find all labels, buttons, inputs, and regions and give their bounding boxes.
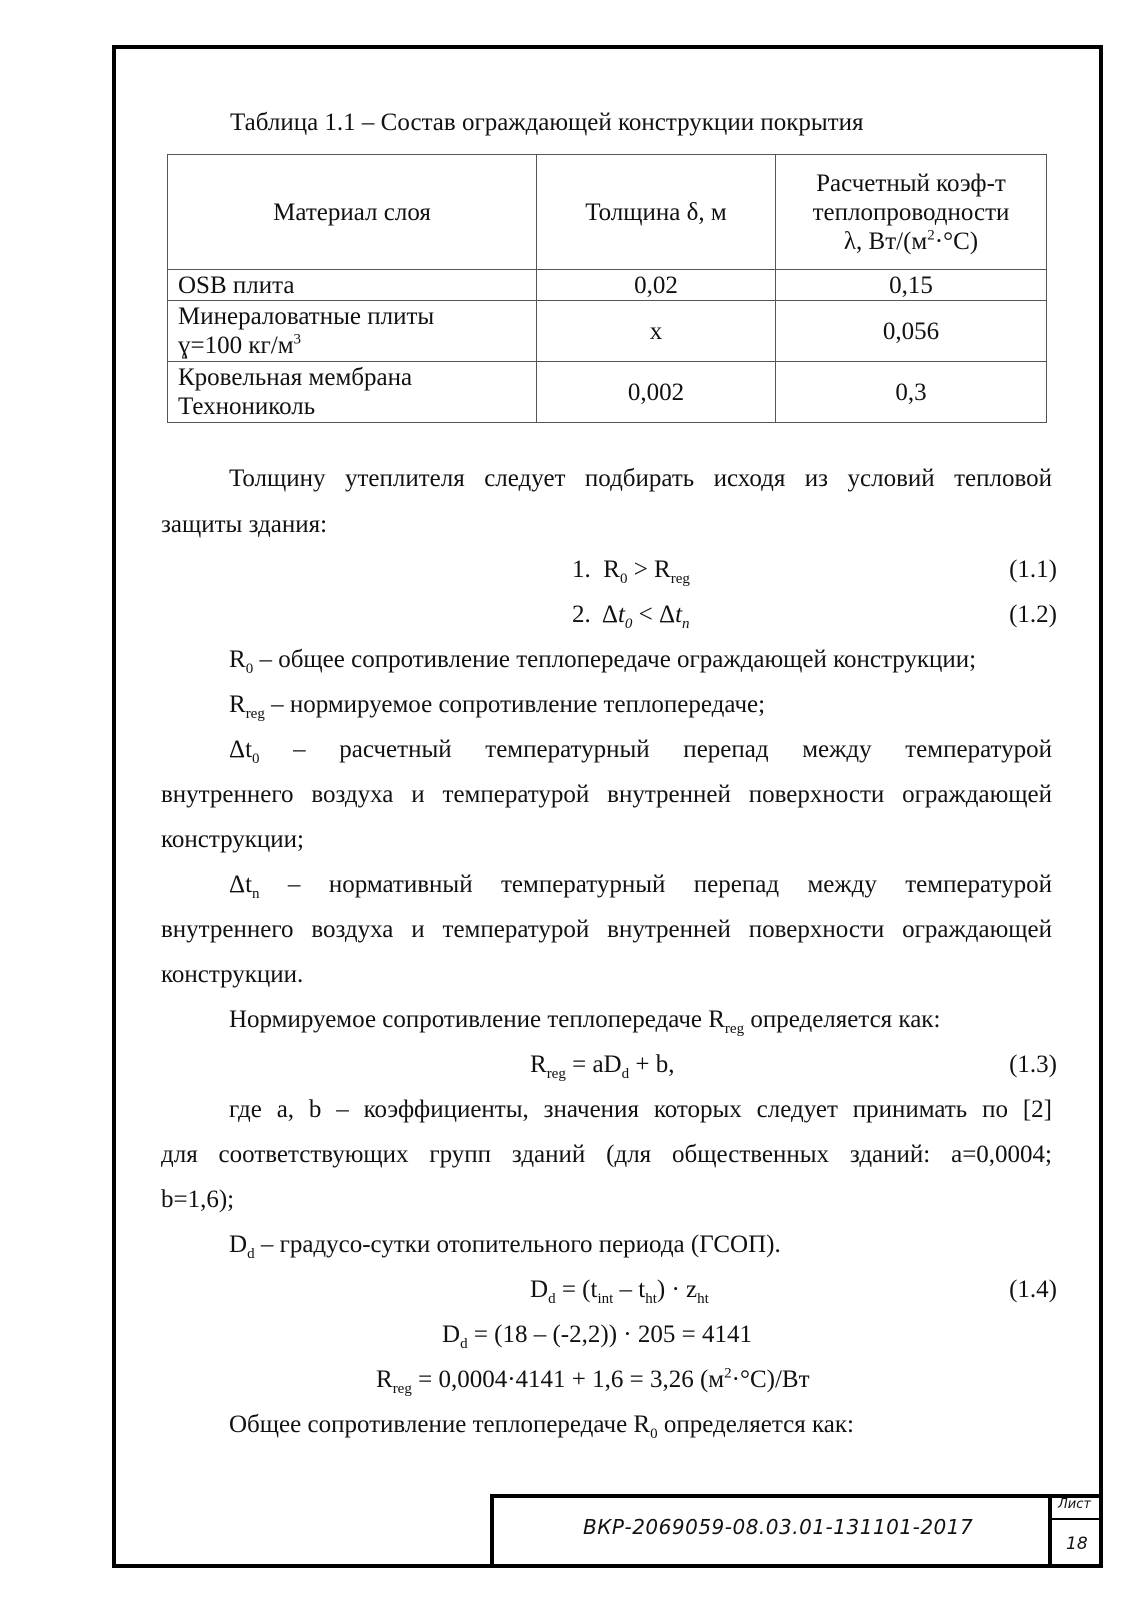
def-symbol: R (229, 691, 246, 718)
cell-thickness: х (537, 301, 776, 362)
paragraph-text: Нормируемое сопротивление теплопередаче R (229, 1006, 725, 1033)
def-symbol: D (229, 1231, 248, 1258)
cell-material-line1: Кровельная мембрана (178, 364, 413, 391)
eq-sub: ht (645, 1291, 657, 1307)
calculation-rreg (376, 1365, 810, 1395)
paragraph-text: для соответствующих групп зданий (для общественных зданий: a=0,0004; (161, 1141, 1052, 1168)
header-conductivity-line1: Расчетный коэф-т (816, 169, 1006, 197)
eq-sub: d (621, 1066, 630, 1082)
eq-op: = 0,0004·4141 + 1,6 = 3,26 (м (411, 1366, 725, 1393)
document-code: ВКР-2069059-08.03.01-131101-2017 (583, 1515, 974, 1539)
eq-sub: reg (670, 571, 690, 587)
paragraph-text: внутреннего воздуха и температурой внутренней поверхности ограждающей (161, 916, 1052, 943)
cell-material-line2: Технониколь (178, 393, 316, 420)
materials-table (167, 154, 1047, 423)
def-text: – общее сопротивление теплопередаче ограждающей конструкции; (253, 646, 977, 673)
def-sub: 0 (650, 1426, 658, 1442)
def-sub: reg (724, 1021, 745, 1037)
eq-op: = (t (555, 1276, 598, 1303)
def-sub: 0 (245, 661, 254, 677)
paragraph-text: внутреннего воздуха и температурой внутренней поверхности ограждающей (161, 781, 1052, 808)
paragraph-text: Толщину утеплителя следует подбирать исходя из условий тепловой (229, 465, 1052, 492)
def-symbol: Δt (229, 871, 253, 898)
equation-1-1 (572, 555, 690, 585)
eq-symbol: D (442, 1321, 461, 1348)
header-sup: 2 (927, 227, 935, 244)
cell-sup: 3 (293, 331, 302, 348)
definition-dtn (229, 870, 1052, 900)
def-text: – градусо-сутки отопительного периода (ГСОП). (254, 1231, 781, 1258)
def-sub: 0 (252, 751, 260, 767)
equation-number: (1.2) (1009, 601, 1057, 628)
def-text: – нормативный температурный перепад между температурой (259, 871, 1052, 898)
header-conductivity-line3: λ, Вт/(м (843, 227, 928, 255)
sheet-number: 18 (1066, 1534, 1088, 1554)
cell-material: OSB плита (168, 270, 537, 301)
table-row (168, 301, 1047, 362)
paragraph-text: Общее сопротивление теплопередаче R (229, 1411, 651, 1438)
cell-lambda: 0,3 (776, 362, 1047, 423)
table-caption: Таблица 1.1 – Состав ограждающей конструкции покрытия (230, 109, 864, 136)
eq-op: > R (627, 556, 671, 583)
paragraph-text: b=1,6); (161, 1186, 235, 1213)
equation-1-2 (572, 600, 690, 630)
paragraph-text: конструкции; (161, 826, 304, 853)
def-sub: reg (245, 706, 265, 722)
eq-sub: int (597, 1291, 614, 1307)
table-row (168, 270, 1047, 301)
def-sub: d (247, 1246, 255, 1262)
def-text: – нормируемое сопротивление теплопередаче; (264, 691, 766, 718)
equation-number: (1.1) (1009, 556, 1057, 583)
cell-material-line2: ɣ=100 кг/м (178, 332, 294, 359)
sheet-label: Лист (1058, 1497, 1091, 1512)
header-conductivity-line2: теплопроводности (812, 198, 1010, 226)
eq-sub: ht (697, 1291, 709, 1307)
eq-sub: 0 (624, 616, 633, 632)
eq-op: = aD (565, 1051, 622, 1078)
eq-sub: d (460, 1336, 468, 1352)
equation-number: (1.3) (1009, 1051, 1057, 1078)
def-text: – расчетный температурный перепад между температурой (259, 736, 1052, 763)
paragraph-text: определяется как: (657, 1411, 854, 1438)
definition-rreg (229, 690, 765, 720)
eq-symbol: t (675, 601, 683, 628)
eq-symbol: R (530, 1051, 547, 1078)
header-thickness: Толщина δ, м (537, 155, 776, 270)
def-symbol: R (229, 646, 246, 673)
paragraph-r0 (229, 1410, 854, 1440)
definition-dd (229, 1230, 781, 1260)
eq-op: = (18 – (-2,2)) · 205 = 4141 (467, 1321, 752, 1348)
table-header-row (168, 155, 1047, 270)
title-block-divider (1048, 1494, 1052, 1568)
cell-material (168, 362, 537, 423)
cell-lambda: 0,15 (776, 270, 1047, 301)
eq-sub: n (682, 616, 690, 632)
equation-1-3 (530, 1050, 674, 1080)
cell-lambda: 0,056 (776, 301, 1047, 362)
eq-op: ·°С)/Вт (731, 1366, 810, 1393)
paragraph-rreg (229, 1005, 940, 1035)
calculation-dd (442, 1320, 752, 1350)
paragraph-text: защиты здания: (161, 511, 328, 538)
eq-symbol: R (603, 556, 620, 583)
paragraph-text: где a, b – коэффициенты, значения которых следует принимать по [2] (229, 1096, 1052, 1123)
def-sub: n (252, 886, 260, 902)
cell-material (168, 301, 537, 362)
eq-sub: reg (392, 1381, 412, 1397)
eq-symbol: t (617, 601, 625, 628)
eq-op: + b, (629, 1051, 675, 1078)
cell-material-line1: Минераловатные плиты (178, 303, 435, 330)
eq-sub: 0 (619, 571, 628, 587)
header-material: Материал слоя (168, 155, 537, 270)
eq-sup: 2 (724, 1365, 732, 1382)
eq-symbol: R (376, 1366, 393, 1393)
def-symbol: Δt (229, 736, 253, 763)
equation-number: (1.4) (1009, 1276, 1057, 1303)
header-conductivity (776, 155, 1047, 270)
eq-symbol: D (530, 1276, 549, 1303)
cell-thickness: 0,002 (537, 362, 776, 423)
paragraph-text: определяется как: (744, 1006, 941, 1033)
cell-thickness: 0,02 (537, 270, 776, 301)
eq-op: < Δ (632, 601, 676, 628)
table-row (168, 362, 1047, 423)
paragraph-text: конструкции. (161, 961, 304, 988)
eq-sub: reg (546, 1066, 566, 1082)
eq-op: – t (613, 1276, 646, 1303)
eq-index: 1. (572, 556, 591, 583)
definition-dt0 (229, 735, 1052, 765)
definition-r0 (229, 645, 976, 675)
header-conductivity-unit: ·°С) (934, 227, 979, 255)
eq-op: ) · z (656, 1276, 698, 1303)
title-block-divider (1048, 1518, 1103, 1520)
eq-sub: d (548, 1291, 556, 1307)
eq-index: 2. (572, 601, 591, 628)
equation-1-4 (530, 1275, 709, 1305)
eq-symbol: Δ (601, 601, 618, 628)
